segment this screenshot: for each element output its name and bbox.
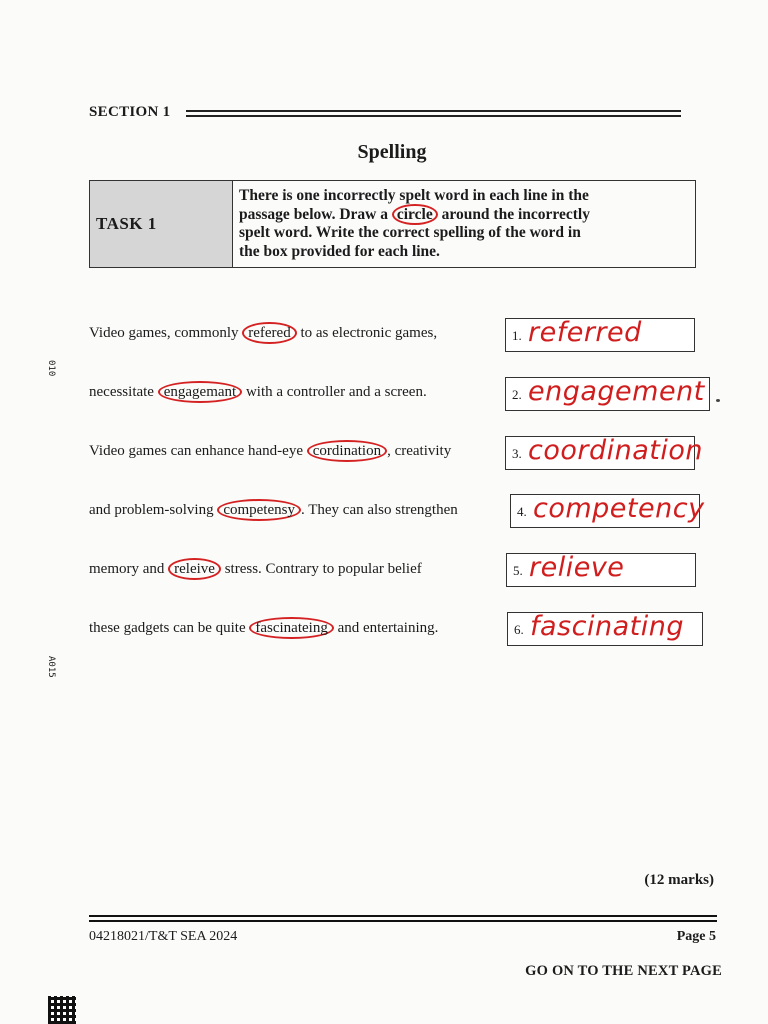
passage-line-6 — [89, 620, 438, 637]
circled-word: circle — [392, 204, 438, 225]
handwritten-answer: relieve — [529, 552, 625, 583]
side-code: 010 — [46, 360, 56, 377]
misspelt-word: fascinateing — [249, 617, 333, 639]
passage-text: . They can also strengthen — [300, 502, 458, 518]
passage-line-5 — [89, 561, 422, 578]
section-label: SECTION 1 — [89, 104, 171, 120]
footer-rule — [89, 915, 717, 922]
paper-code: 04218021/T&T SEA 2024 — [89, 929, 238, 944]
answer-box-4[interactable] — [510, 493, 705, 528]
marks-label: (12 marks) — [644, 872, 714, 888]
task-label: TASK 1 — [90, 181, 233, 267]
instruction-line-1: There is one incorrectly spelt word in each line in the — [239, 187, 589, 204]
answer-number: 1. — [512, 328, 522, 343]
handwritten-answer: engagement — [528, 376, 705, 407]
qr-code-icon — [48, 996, 76, 1024]
passage-text: to as electronic games, — [296, 325, 438, 341]
passage-text: necessitate — [89, 384, 158, 400]
answer-number: 5. — [513, 563, 523, 578]
task-box — [89, 180, 696, 268]
go-on-notice: GO ON TO THE NEXT PAGE — [525, 963, 722, 979]
passage-text: and entertaining. — [333, 620, 439, 636]
handwritten-answer: fascinating — [530, 611, 684, 642]
passage-text: stress. Contrary to popular belief — [220, 561, 422, 577]
passage-line-2 — [89, 384, 427, 401]
passage-line-3 — [89, 443, 451, 460]
section-rule — [186, 110, 681, 117]
passage-text: Video games can enhance hand-eye — [89, 443, 307, 459]
answer-box-1[interactable] — [505, 318, 695, 352]
answer-number: 3. — [512, 446, 522, 461]
misspelt-word: releive — [168, 558, 221, 580]
instruction-line-4: the box provided for each line. — [239, 242, 440, 260]
page-number: Page 5 — [676, 929, 716, 944]
answer-box-6[interactable] — [507, 612, 703, 646]
passage-line-1 — [89, 325, 437, 342]
answer-box-5[interactable] — [506, 553, 696, 587]
page-title: Spelling — [357, 141, 427, 163]
handwritten-answer: coordination — [528, 435, 704, 466]
passage-line-4 — [89, 502, 458, 519]
answer-number: 4. — [517, 504, 527, 519]
passage-text: and problem-solving — [89, 502, 218, 518]
handwritten-answer: referred — [528, 317, 642, 348]
passage-text: with a controller and a screen. — [242, 384, 427, 400]
handwritten-answer: competency — [533, 493, 705, 524]
misspelt-word: refered — [242, 322, 296, 344]
passage-text: Video games, commonly — [89, 325, 243, 341]
answer-box-3[interactable] — [505, 435, 704, 470]
answer-number: 2. — [512, 387, 522, 402]
instruction-text: passage below. Draw a — [239, 205, 392, 223]
answer-number: 6. — [514, 622, 524, 637]
instruction-line-3: spelt word. Write the correct spelling of the word in — [239, 224, 581, 241]
instruction-text: around the incorrectly — [437, 205, 590, 223]
instruction-line-2 — [239, 206, 691, 225]
side-code: A015 — [46, 656, 56, 678]
misspelt-word: competensy — [217, 499, 301, 521]
task-instructions — [233, 181, 695, 267]
passage-text: these gadgets can be quite — [89, 620, 250, 636]
passage-text: , creativity — [387, 443, 452, 459]
answer-box-2[interactable] — [505, 377, 710, 411]
pen-mark — [716, 399, 720, 402]
misspelt-word: engagemant — [158, 381, 242, 403]
passage-text: memory and — [89, 561, 169, 577]
misspelt-word: cordination — [307, 440, 387, 462]
